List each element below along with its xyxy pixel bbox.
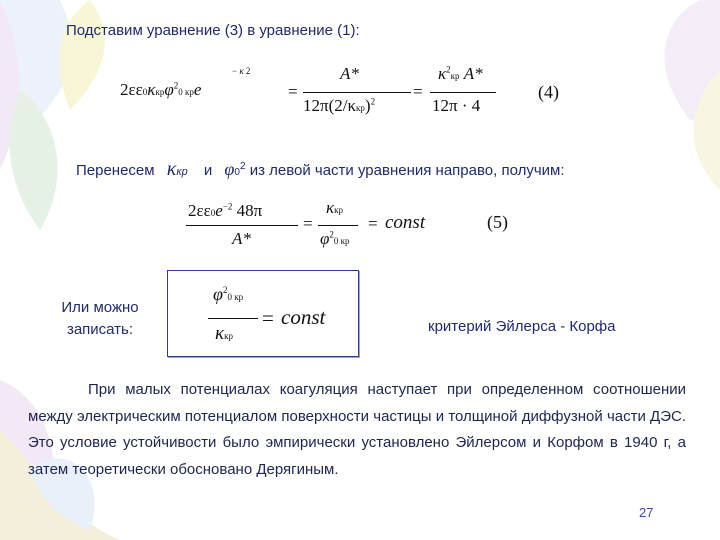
body-paragraph: При малых потенциалах коагуляция наступает при определенном соотношении между электрическим потенциалом поверхности частицы и толщиной диффузной части ДЭС. Это условие устойчивости было эмпирически установлено Эйлерсом и Корфом в 1940 г, а затем теоретически обосновано Дерягиным. [28, 381, 686, 478]
eq5-equals-2: = [368, 214, 378, 233]
eq4-lhs: 2εε [120, 80, 143, 99]
transfer-kappa-sub: кр [176, 166, 188, 178]
eq4-equals-1: = [288, 82, 298, 101]
eq4-exp-two: 2 [245, 66, 251, 76]
heading: Подставим уравнение (3) в уравнение (1): [66, 22, 360, 39]
transfer-phi: φ [224, 159, 235, 179]
eq4-A-star: A* [340, 64, 359, 83]
eq4-num2-kr: кр [450, 71, 460, 81]
eq4-denom1-b: (2/κ [328, 96, 357, 115]
eq5-rhs-num-sub: кр [334, 205, 344, 215]
transfer-kappa: κ [166, 158, 177, 180]
boxed-formula [167, 270, 359, 357]
transfer-and: и [203, 162, 213, 179]
eq4-kappa: κ [147, 80, 156, 99]
boxed-equals: = [262, 306, 274, 330]
eq5-rhs-den-sub: 0 кр [333, 236, 350, 246]
boxed-num-sub: 0 кр [227, 292, 244, 302]
transfer-suffix: из левой части уравнения направо, получим: [249, 162, 565, 179]
eq4-equals-2: = [413, 82, 423, 101]
transfer-phi-sub: 0 [234, 167, 240, 178]
eq4-exp-kappa: κ [239, 66, 244, 76]
eq4-exp-minus: − [232, 66, 238, 76]
page-number: 27 [639, 505, 654, 520]
boxed-num: φ [213, 284, 223, 304]
boxed-den: κ [215, 323, 225, 344]
eq4-sub0: 0 [142, 87, 148, 97]
eq4-sub0kr: 0 кр [178, 87, 194, 97]
eq4-num2-sup: 2 [446, 64, 451, 75]
boxed-const: const [281, 305, 326, 329]
boxed-num-sup: 2 [222, 285, 228, 295]
eq4-denom1-a: 12π [303, 96, 329, 115]
eq5-equals-1: = [303, 214, 313, 233]
eq4-num2-A: A* [463, 64, 483, 83]
eq4-denom1-kr: кр [356, 103, 365, 113]
transfer-prefix: Перенесем [76, 162, 155, 179]
eq4-num2-kappa: κ [438, 64, 447, 83]
eq4-phi: φ [164, 80, 174, 99]
eq5-num: 2εε [188, 201, 211, 220]
eq5-num-sub: 0 [210, 208, 216, 218]
criterion-label: критерий Эйлерса - Корфа [428, 318, 616, 335]
transfer-line [76, 158, 565, 181]
eq5-rhs-den: φ [320, 229, 330, 248]
eq5-num-sup: −2 [222, 201, 233, 212]
transfer-phi-sup: 2 [239, 161, 246, 172]
eq4-kr: кр [155, 87, 165, 97]
eq4-denom1-c: ) [364, 96, 371, 115]
eq5-number: (5) [487, 212, 508, 232]
eq4-sup2: 2 [173, 80, 179, 91]
alt-label-line1: Или можно [61, 299, 139, 316]
eq5-rhs-num: κ [326, 198, 335, 217]
eq5-num-e: e [215, 201, 223, 220]
eq5-const: const [385, 212, 426, 233]
eq5-denom: A* [232, 229, 251, 248]
alt-label [50, 297, 150, 341]
eq5-rhs-den-sup: 2 [329, 229, 334, 240]
eq5-num-tail: 48π [236, 201, 263, 220]
boxed-den-sub: кр [224, 331, 233, 341]
eq4-number: (4) [538, 82, 559, 102]
eq4-denom2: 12π · 4 [432, 96, 481, 115]
eq4-denom1-sup: 2 [370, 96, 376, 107]
eq4-e: e [193, 80, 202, 99]
alt-label-line2: записать: [66, 321, 134, 338]
